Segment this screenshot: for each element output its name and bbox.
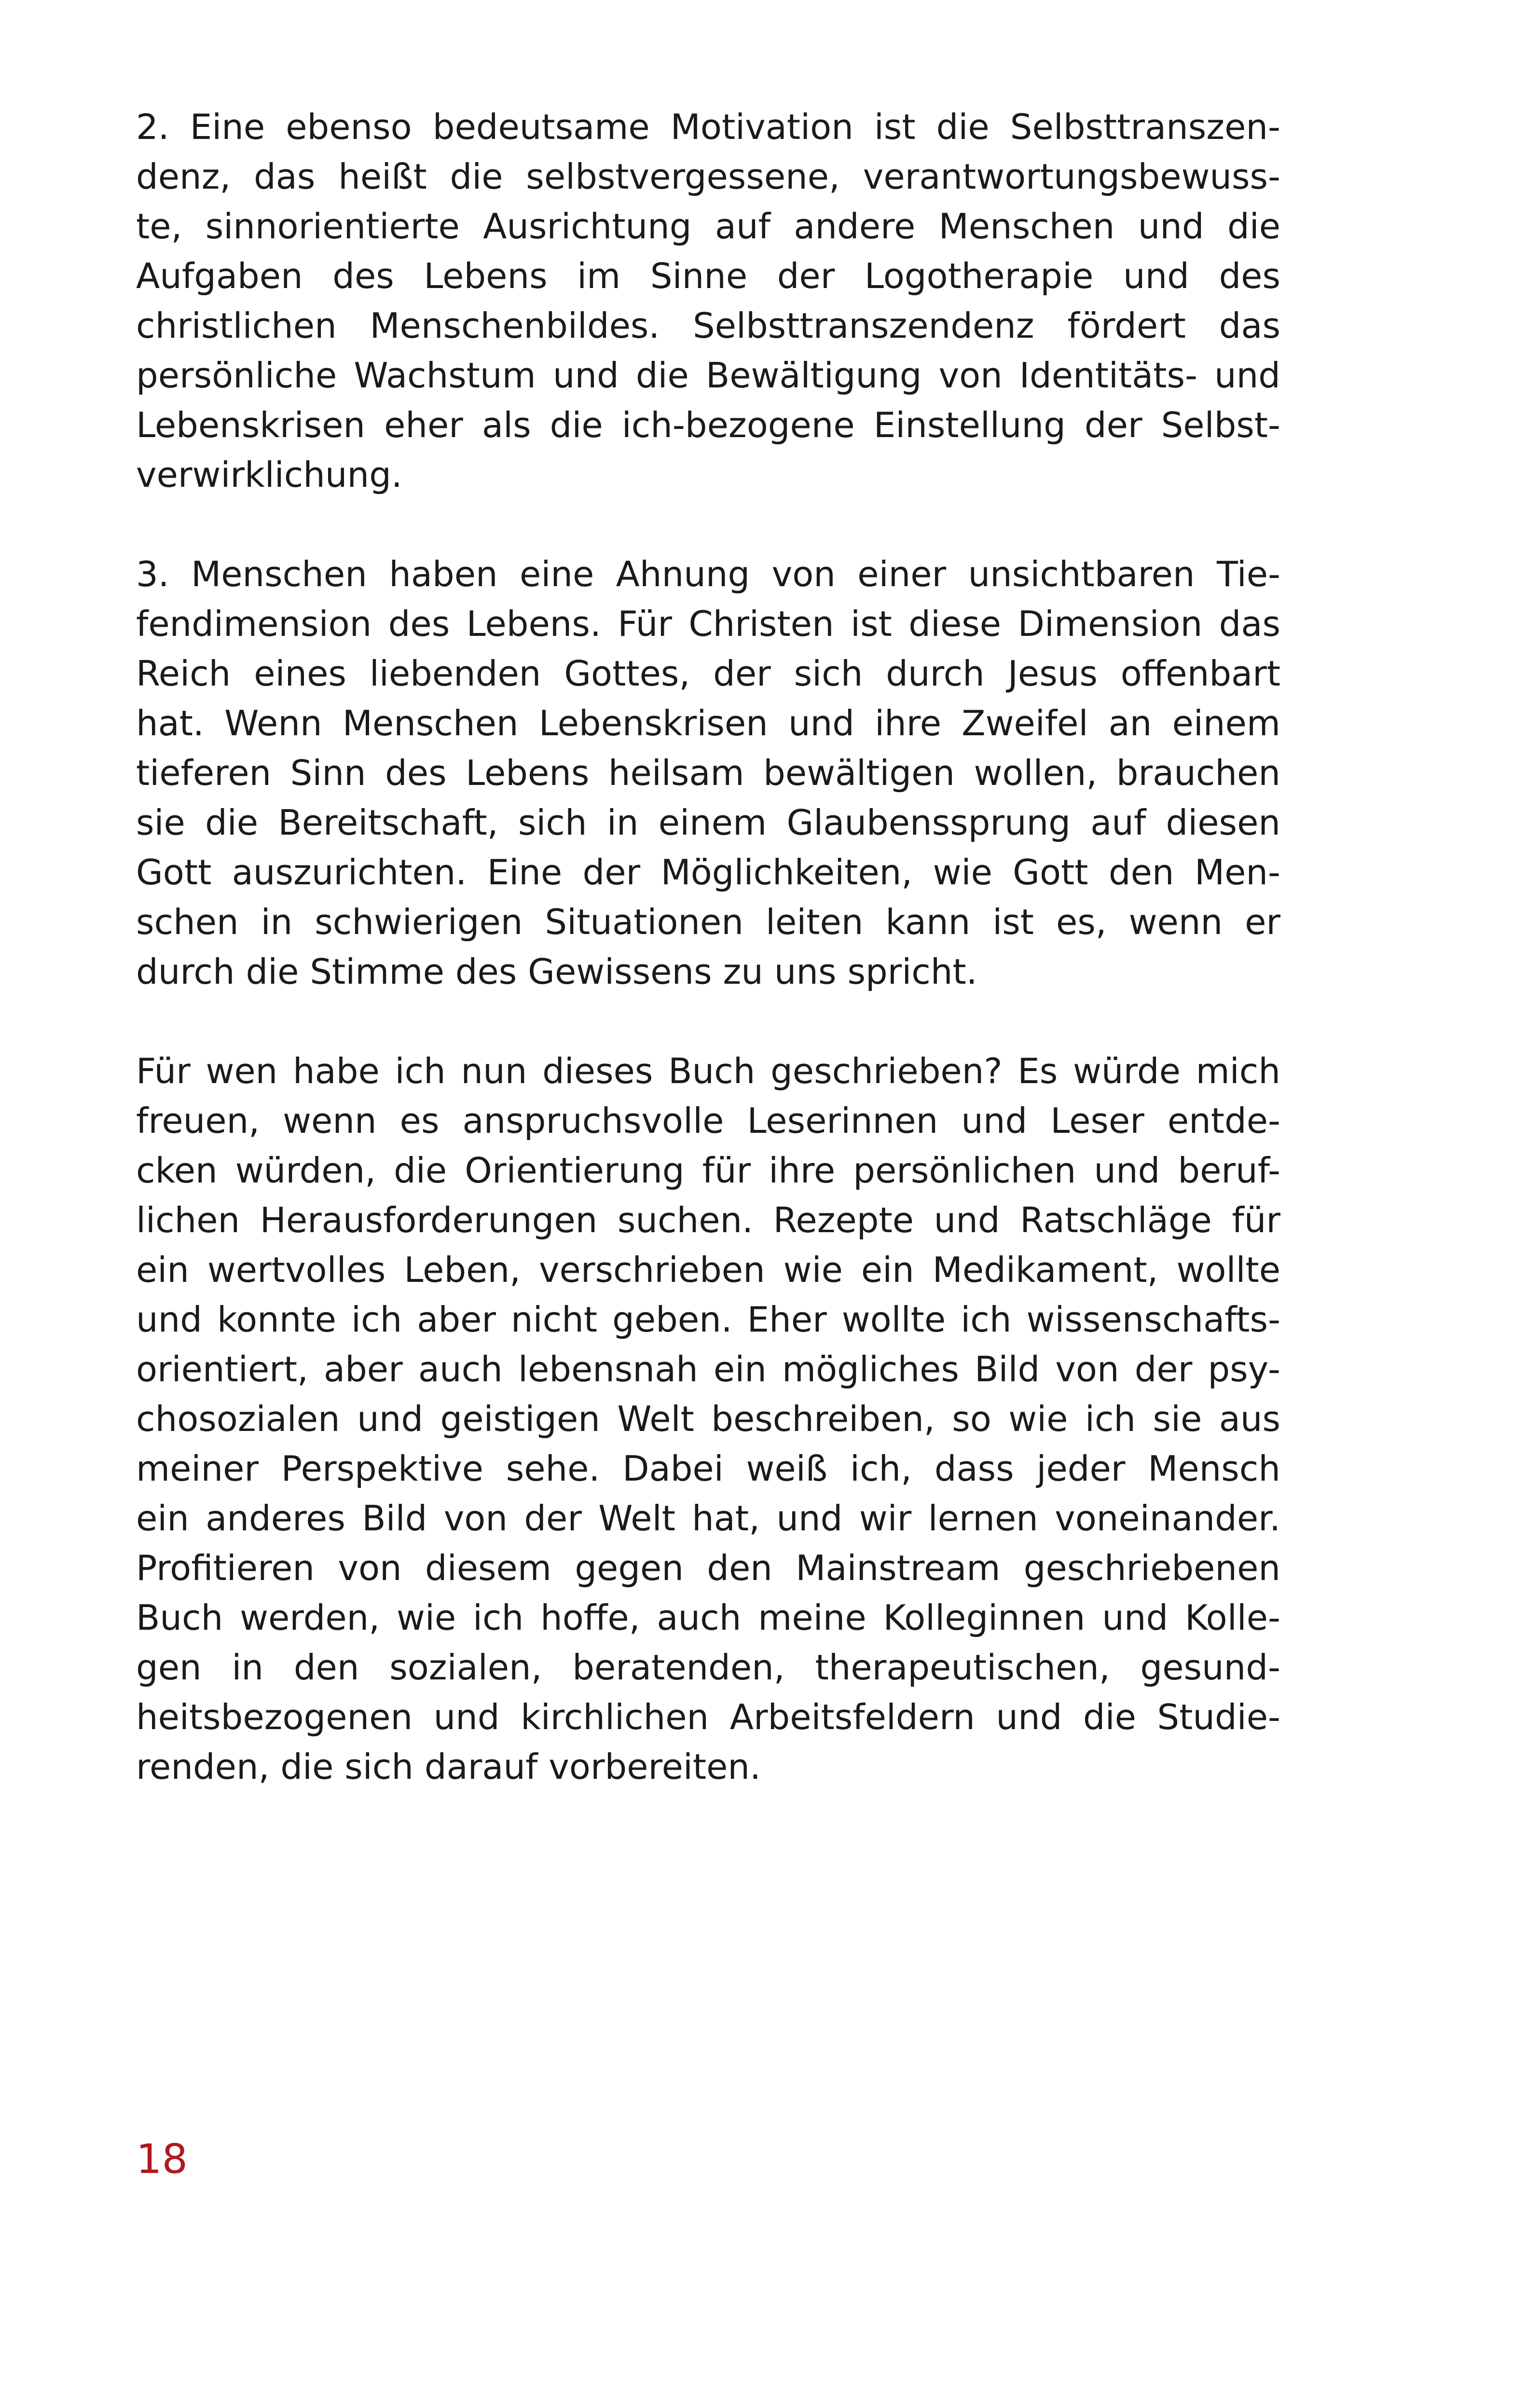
text-line: Aufgaben des Lebens im Sinne der Logotherapie und des	[136, 256, 1280, 296]
paragraph-spacer	[136, 997, 1280, 1046]
text-line: durch die Stimme des Gewissens zu uns spricht.	[136, 951, 977, 992]
text-line: Reich eines liebenden Gottes, der sich durch Jesus offenbart	[136, 653, 1280, 694]
text-line: Buch werden, wie ich hoffe, auch meine Kolleginnen und Kolle-	[136, 1597, 1280, 1638]
text-line: ein anderes Bild von der Welt hat, und wir lernen voneinander.	[136, 1498, 1280, 1539]
paragraph-zielgruppe	[136, 1046, 1280, 1792]
text-line: ein wertvolles Leben, verschrieben wie ein Medikament, wollte	[136, 1250, 1280, 1290]
text-line: 2. Eine ebenso bedeutsame Motivation ist die Selbsttranszen-	[136, 107, 1280, 147]
text-line: verwirklichung.	[136, 454, 402, 495]
text-line: schen in schwierigen Situationen leiten kann ist es, wenn er	[136, 902, 1280, 942]
text-line: persönliche Wachstum und die Bewältigung von Identitäts- und	[136, 355, 1280, 396]
text-line: meiner Perspektive sehe. Dabei weiß ich, dass jeder Mensch	[136, 1448, 1280, 1489]
text-line: christlichen Menschenbildes. Selbsttranszendenz fördert das	[136, 305, 1280, 346]
text-line: und konnte ich aber nicht geben. Eher wollte ich wissenschafts-	[136, 1299, 1280, 1340]
text-line: Für wen habe ich nun dieses Buch geschrieben? Es würde mich	[136, 1051, 1280, 1091]
text-line: chosozialen und geistigen Welt beschreiben, so wie ich sie aus	[136, 1399, 1280, 1439]
paragraph-selbsttranszendenz	[136, 102, 1280, 500]
text-line: gen in den sozialen, beratenden, therapeutischen, gesund-	[136, 1647, 1280, 1688]
text-line: sie die Bereitschaft, sich in einem Glaubenssprung auf diesen	[136, 802, 1280, 843]
text-line: renden, die sich darauf vorbereiten.	[136, 1746, 761, 1787]
text-line: Profitieren von diesem gegen den Mainstream geschriebenen	[136, 1548, 1280, 1588]
paragraph-spacer	[136, 500, 1280, 550]
paragraph-tiefendimension	[136, 550, 1280, 997]
text-line: lichen Herausforderungen suchen. Rezepte und Ratschläge für	[136, 1200, 1280, 1240]
text-line: fendimension des Lebens. Für Christen ist diese Dimension das	[136, 604, 1280, 644]
text-line: cken würden, die Orientierung für ihre persönlichen und beruf-	[136, 1150, 1280, 1191]
text-line: Gott auszurichten. Eine der Möglichkeiten, wie Gott den Men-	[136, 852, 1280, 893]
text-line: heitsbezogenen und kirchlichen Arbeitsfeldern und die Studie-	[136, 1697, 1280, 1737]
text-line: Lebenskrisen eher als die ich-bezogene Einstellung der Selbst-	[136, 405, 1280, 445]
text-line: te, sinnorientierte Ausrichtung auf andere Menschen und die	[136, 206, 1280, 247]
text-line: hat. Wenn Menschen Lebenskrisen und ihre Zweifel an einem	[136, 703, 1280, 743]
text-line: denz, das heißt die selbstvergessene, verantwortungsbewuss-	[136, 156, 1280, 197]
text-line: 3. Menschen haben eine Ahnung von einer unsichtbaren Tie-	[136, 554, 1280, 594]
body-text	[136, 102, 1280, 1792]
text-line: tieferen Sinn des Lebens heilsam bewältigen wollen, brauchen	[136, 753, 1280, 793]
page-number: 18	[136, 2135, 188, 2183]
text-line: orientiert, aber auch lebensnah ein mögliches Bild von der psy-	[136, 1349, 1280, 1389]
text-line: freuen, wenn es anspruchsvolle Leserinnen und Leser entde-	[136, 1100, 1280, 1141]
